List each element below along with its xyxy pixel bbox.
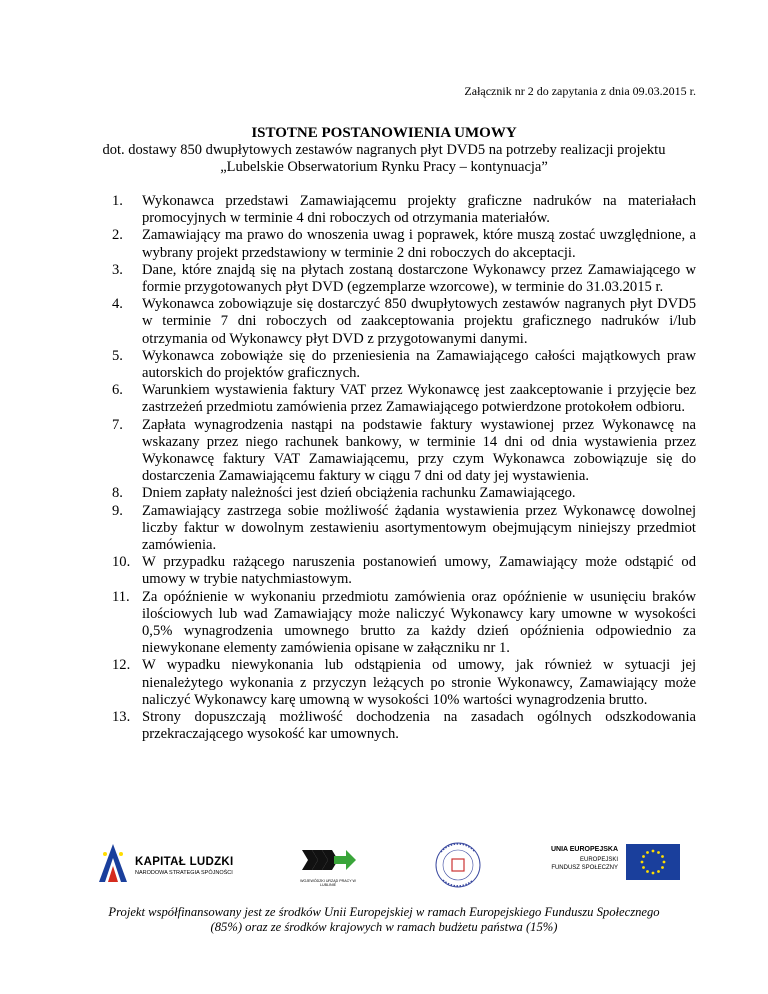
list-item [112,485,696,502]
item-text: Wykonawca przedstawi Zamawiającemu projekty graficzne nadruków na materiałach promocyjnych w terminie 4 dni roboczych od otrzymania materiałów. [142,193,696,227]
item-text: Wykonawca zobowiąże się do przeniesienia na Zamawiającego całości majątkowych praw autorskich do projektów graficznych. [142,347,696,382]
item-number: 1. [112,193,123,209]
list-item [112,503,696,555]
title-block [70,124,698,176]
item-number: 7. [112,416,123,433]
document-subtitle-line2: „Lubelskie Obserwatorium Rynku Pracy – kontynuacja” [220,159,548,175]
item-text: Strony dopuszczają możliwość dochodzenia na zasadach ogólnych odszkodowania przekraczającego wysokość kar umownych. [142,709,696,743]
item-text: Dniem zapłaty należności jest dzień obciążenia rachunku Zamawiającego. [142,485,576,502]
list-item [112,589,696,658]
eu-flag-icon [626,844,680,880]
item-text: W wypadku niewykonania lub odstąpienia od umowy, jak również w sytuacji jej nienależytego wykonania z przyczyn leżących po stronie Wykonawcy, Zamawiający może naliczyć Wykonawcy karę umowną w wysokości 10% wartości wynagrodzenia brutto. [142,657,696,708]
item-text: Zapłata wynagrodzenia nastąpi na podstawie faktury wystawionej przez Wykonawcę na wskazany przez niego rachunek bankowy, w terminie 14 dni od dnia wystawienia przez Wykonawcę faktury VAT Zamawiającemu, przy czym Wykonawca zobowiązuje się do dostarczenia Zamawiającemu faktury w ciągu 7 dni od daty jej wystawienia. [142,416,696,485]
list-item [112,417,696,486]
observatory-seal-logo [433,840,483,890]
item-number: 13. [112,709,131,726]
footer-line1: Projekt współfinansowany jest ze środków Unii Europejskiej w ramach Europejskiego Funduszu Społecznego [108,905,660,919]
wup-arrows-icon [300,846,356,874]
list-item [112,554,696,588]
item-number: 8. [112,485,123,502]
document-subtitle-line1: dot. dostawy 850 dwupłytowych zestawów nagranych płyt DVD5 na potrzeby realizacji projektu [102,142,666,158]
eu-label: UNIA EUROPEJSKA [550,846,618,853]
item-number: 4. [112,296,123,313]
item-text: Dane, które znajdą się na płytach zostaną dostarczone Wykonawcy przez Zamawiającego w formie przygotowanych płyt DVD (egzemplarze wzorcowe), w terminie do 31.03.2015 r. [142,261,696,296]
kapital-ludzki-logo [95,842,245,890]
item-number: 9. [112,502,123,519]
efs-label-2: FUNDUSZ SPOŁECZNY [551,865,618,871]
item-text: Za opóźnienie w wykonaniu przedmiotu zamówienia oraz opóźnienie w usunięciu braków ilościowych lub wad Zamawiający może naliczyć Wykonawcy kary umowne w wysokości 0,5% wynagrodzenia umownego brutto za każdy dzień opóźnienia odpowiednio za niewykonane elementy zamówienia opisane w załączniku nr 1. [142,588,696,657]
seal-icon [433,840,483,890]
kapital-ludzki-emblem-icon [95,842,131,886]
item-number: 2. [112,227,123,244]
eu-efs-logo [540,844,680,890]
footer-note [70,905,698,935]
list-item [112,382,696,416]
item-number: 5. [112,347,123,364]
item-number: 10. [112,554,131,571]
attachment-note: Załącznik nr 2 do zapytania z dnia 09.03.2015 r. [464,84,696,98]
item-text: Wykonawca zobowiązuje się dostarczyć 850 dwupłytowych zestawów nagranych płyt DVD5 w terminie 7 dni roboczych od zaakceptowania projektu graficznego nadruków i/lub otrzymania od Wykonawcy płyt DVD z przygotowanymi danymi. [142,296,696,347]
wup-lublin-logo [300,846,360,886]
kapital-ludzki-subtitle: NARODOWA STRATEGIA SPÓJNOŚCI [135,870,233,876]
list-item [112,348,696,382]
list-item [112,227,696,261]
item-number: 3. [112,261,123,278]
item-number: 11. [112,588,130,605]
footer-line2: (85%) oraz ze środków krajowych w ramach budżetu państwa (15%) [210,920,558,934]
item-number: 6. [112,382,123,399]
item-text: W przypadku rażącego naruszenia postanowień umowy, Zamawiający może odstąpić od umowy w trybie natychmiastowym. [142,554,696,588]
list-item [112,709,696,743]
item-text: Zamawiający ma prawo do wnoszenia uwag i poprawek, które muszą zostać uwzględnione, a wybrany projekt przedstawiony w terminie 2 dni roboczych do akceptacji. [142,227,696,261]
item-text: Warunkiem wystawienia faktury VAT przez Wykonawcę jest zaakceptowanie i przyjęcie bez zastrzeżeń przedmiotu zamówienia przez Zamawiającego potwierdzone protokołem odbioru. [142,382,696,416]
list-item [112,262,696,296]
list-item [112,296,696,348]
item-text: Zamawiający zastrzega sobie możliwość żądania wystawienia przez Wykonawcę dowolnej liczby faktur w dowolnym zestawieniu asortymentowym obejmującym niniejszy przedmiot zamówienia. [142,502,696,554]
efs-label-1: EUROPEJSKI [579,857,618,863]
wup-text: WOJEWÓDZKI URZĄD PRACY W LUBLINIE [300,879,356,887]
kapital-ludzki-title: KAPITAŁ LUDZKI [135,856,234,868]
list-item [112,657,696,709]
logos-bar [95,838,680,898]
list-item [112,193,696,227]
document-title: ISTOTNE POSTANOWIENIA UMOWY [251,125,517,141]
provisions-list [112,193,696,744]
item-number: 12. [112,657,131,674]
